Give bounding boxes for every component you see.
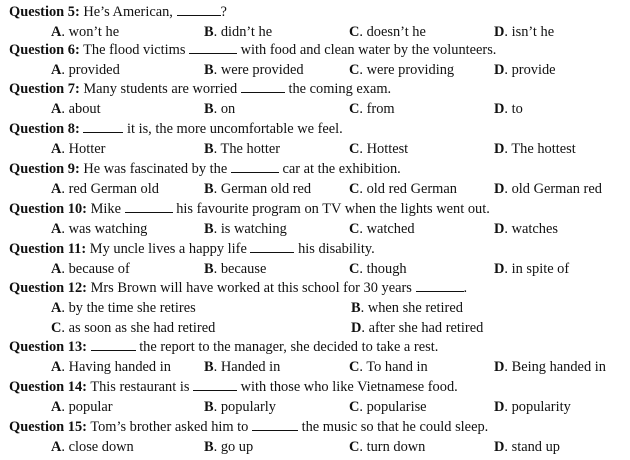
option-text: provide <box>511 61 556 78</box>
answer-option-c: C. old red German <box>349 180 457 197</box>
answer-option-c: C. Hottest <box>349 140 409 157</box>
answer-option-c: C. were providing <box>349 61 455 78</box>
question-stem <box>9 378 458 396</box>
option-letter: A <box>51 180 62 197</box>
option-text: popularly <box>220 398 276 415</box>
question-label: Question 6: <box>9 42 80 58</box>
answer-option-b: B. Handed in <box>204 358 281 375</box>
option-letter: D <box>494 260 505 277</box>
option-letter: D <box>494 398 505 415</box>
option-text: The hotter <box>220 140 281 157</box>
option-letter: D <box>351 319 362 336</box>
option-text: isn’t he <box>511 23 555 40</box>
option-text: watched <box>366 220 415 237</box>
answer-option-c: C. watched <box>349 220 415 237</box>
question-stem <box>9 160 401 178</box>
answer-option-b: B. go up <box>204 438 254 455</box>
question-label: Question 8: <box>9 121 80 137</box>
answer-option-a: A. because of <box>51 260 130 277</box>
option-letter: C <box>349 438 360 455</box>
answer-blank <box>250 240 294 253</box>
option-text: stand up <box>511 438 560 455</box>
answer-option-b: B. on <box>204 100 236 117</box>
question-text-before: This restaurant is <box>90 379 190 395</box>
question-label: Question 15: <box>9 419 87 435</box>
answer-option-a: A. Having handed in <box>51 358 171 375</box>
answer-option-b: B. didn’t he <box>204 23 273 40</box>
answer-option-a: A. popular <box>51 398 113 415</box>
answer-blank <box>416 279 464 292</box>
answer-option-b: B. popularly <box>204 398 276 415</box>
answer-option-d: D. Being handed in <box>494 358 606 375</box>
option-letter: C <box>349 140 360 157</box>
question-text-after: the music so that he could sleep. <box>301 419 489 435</box>
question-label: Question 5: <box>9 4 80 20</box>
answer-option-d: D. The hottest <box>494 140 576 157</box>
option-letter: B <box>204 180 214 197</box>
answer-option-b: B. The hotter <box>204 140 281 157</box>
answer-option-c: C. from <box>349 100 395 117</box>
option-text: is watching <box>220 220 287 237</box>
answer-option-d: D. after she had retired <box>351 319 484 336</box>
option-letter: C <box>349 220 360 237</box>
option-letter: A <box>51 23 62 40</box>
option-letter: B <box>204 61 214 78</box>
answer-blank <box>177 3 221 16</box>
question-stem <box>9 41 496 59</box>
option-letter: C <box>349 358 360 375</box>
option-letter: D <box>494 180 505 197</box>
answer-option-a: A. red German old <box>51 180 159 197</box>
answer-option-c: C. popularise <box>349 398 427 415</box>
option-text: from <box>366 100 395 117</box>
option-text: go up <box>220 438 254 455</box>
option-text: German old red <box>220 180 312 197</box>
question-stem <box>9 240 375 258</box>
option-text: though <box>366 260 407 277</box>
option-letter: A <box>51 260 62 277</box>
question-text-before: Many students are worried <box>83 81 238 97</box>
option-text: Having handed in <box>68 358 171 375</box>
option-text: on <box>220 100 236 117</box>
option-text: The hottest <box>511 140 576 157</box>
option-letter: B <box>204 140 214 157</box>
option-letter: C <box>349 180 360 197</box>
option-text: popularise <box>366 398 427 415</box>
question-text-after: car at the exhibition. <box>282 161 401 177</box>
question-stem <box>9 200 490 218</box>
answer-option-a: A. was watching <box>51 220 148 237</box>
answer-option-d: D. provide <box>494 61 556 78</box>
question-label: Question 9: <box>9 161 80 177</box>
question-text-after: with those who like Vietnamese food. <box>240 379 458 395</box>
option-text: won’t he <box>68 23 120 40</box>
option-text: because <box>220 260 267 277</box>
question-text-after: with food and clean water by the volunteers. <box>240 42 497 58</box>
question-text-after: the coming exam. <box>288 81 392 97</box>
option-text: old German red <box>511 180 602 197</box>
answer-option-a: A. Hotter <box>51 140 106 157</box>
answer-option-a: A. about <box>51 100 101 117</box>
question-stem <box>9 338 438 356</box>
option-letter: D <box>494 61 505 78</box>
answer-option-c: C. as soon as she had retired <box>51 319 216 336</box>
option-text: popularity <box>511 398 571 415</box>
option-letter: B <box>204 220 214 237</box>
answer-option-b: B. German old red <box>204 180 312 197</box>
option-text: as soon as she had retired <box>68 319 216 336</box>
option-text: was watching <box>68 220 148 237</box>
question-label: Question 7: <box>9 81 80 97</box>
answer-option-b: B. when she retired <box>351 299 463 316</box>
answer-option-d: D. isn’t he <box>494 23 555 40</box>
question-stem <box>9 80 391 98</box>
option-text: doesn’t he <box>366 23 426 40</box>
option-text: when she retired <box>367 299 463 316</box>
option-letter: B <box>204 100 214 117</box>
answer-option-a: A. provided <box>51 61 120 78</box>
option-letter: A <box>51 438 62 455</box>
question-text-before: He was fascinated by the <box>83 161 228 177</box>
option-text: red German old <box>68 180 159 197</box>
option-letter: A <box>51 100 62 117</box>
answer-blank <box>241 80 285 93</box>
option-letter: C <box>349 61 360 78</box>
option-letter: B <box>204 398 214 415</box>
option-text: Hotter <box>68 140 106 157</box>
option-letter: A <box>51 299 62 316</box>
option-text: by the time she retires <box>68 299 196 316</box>
option-letter: D <box>494 220 505 237</box>
option-text: old red German <box>366 180 457 197</box>
question-text-after: . <box>463 280 468 296</box>
answer-option-d: D. in spite of <box>494 260 570 277</box>
option-letter: D <box>494 358 505 375</box>
option-letter: B <box>204 438 214 455</box>
question-label: Question 10: <box>9 201 87 217</box>
option-letter: C <box>349 398 360 415</box>
answer-option-c: C. turn down <box>349 438 426 455</box>
question-label: Question 12: <box>9 280 87 296</box>
option-text: To hand in <box>366 358 428 375</box>
option-text: didn’t he <box>220 23 273 40</box>
answer-option-c: C. To hand in <box>349 358 428 375</box>
answer-option-b: B. is watching <box>204 220 287 237</box>
answer-option-b: B. were provided <box>204 61 304 78</box>
option-text: popular <box>68 398 113 415</box>
answer-option-d: D. watches <box>494 220 558 237</box>
question-text-after: his favourite program on TV when the lights went out. <box>176 201 490 217</box>
question-text-before: He’s American, <box>83 4 173 20</box>
option-letter: C <box>51 319 62 336</box>
question-stem <box>9 418 488 436</box>
option-letter: D <box>494 438 505 455</box>
answer-blank <box>91 338 136 351</box>
option-text: to <box>511 100 523 117</box>
question-text-before: The flood victims <box>83 42 186 58</box>
answer-option-d: D. to <box>494 100 523 117</box>
answer-blank <box>231 160 279 173</box>
option-letter: A <box>51 220 62 237</box>
answer-option-d: D. stand up <box>494 438 560 455</box>
option-text: Being handed in <box>511 358 606 375</box>
option-letter: B <box>204 260 214 277</box>
answer-blank <box>189 41 237 54</box>
option-text: were provided <box>220 61 304 78</box>
answer-blank <box>83 120 123 133</box>
option-text: close down <box>68 438 134 455</box>
option-text: watches <box>511 220 558 237</box>
answer-blank <box>125 200 173 213</box>
answer-option-a: A. close down <box>51 438 134 455</box>
option-letter: B <box>204 23 214 40</box>
question-label: Question 14: <box>9 379 87 395</box>
option-letter: A <box>51 398 62 415</box>
question-text-after: ? <box>220 4 227 20</box>
option-letter: A <box>51 61 62 78</box>
answer-blank <box>252 418 298 431</box>
question-label: Question 13: <box>9 339 87 355</box>
option-text: because of <box>68 260 130 277</box>
option-text: provided <box>68 61 120 78</box>
question-text-after: his disability. <box>298 241 375 257</box>
option-letter: D <box>494 140 505 157</box>
option-text: after she had retired <box>368 319 484 336</box>
answer-option-a: A. won’t he <box>51 23 120 40</box>
answer-option-c: C. doesn’t he <box>349 23 426 40</box>
question-text-before: Mrs Brown will have worked at this school for 30 years <box>90 280 412 296</box>
question-label: Question 11: <box>9 241 87 257</box>
question-stem <box>9 120 343 138</box>
answer-option-d: D. popularity <box>494 398 571 415</box>
question-text-after: the report to the manager, she decided to take a rest. <box>139 339 439 355</box>
option-letter: A <box>51 140 62 157</box>
question-text-after: it is, the more uncomfortable we feel. <box>126 121 343 137</box>
answer-option-a: A. by the time she retires <box>51 299 196 316</box>
option-letter: A <box>51 358 62 375</box>
option-letter: C <box>349 100 360 117</box>
option-letter: B <box>204 358 214 375</box>
question-stem <box>9 279 467 297</box>
question-stem <box>9 3 227 21</box>
answer-option-b: B. because <box>204 260 267 277</box>
option-letter: C <box>349 260 360 277</box>
option-text: turn down <box>366 438 426 455</box>
question-text-before: Tom’s brother asked him to <box>90 419 249 435</box>
option-letter: C <box>349 23 360 40</box>
option-letter: D <box>494 23 505 40</box>
option-text: about <box>68 100 101 117</box>
option-letter: B <box>351 299 361 316</box>
answer-option-d: D. old German red <box>494 180 602 197</box>
option-text: Hottest <box>366 140 409 157</box>
question-text-before: My uncle lives a happy life <box>89 241 247 257</box>
answer-option-c: C. though <box>349 260 407 277</box>
option-text: Handed in <box>220 358 281 375</box>
option-text: were providing <box>366 61 455 78</box>
answer-blank <box>193 378 237 391</box>
question-text-before: Mike <box>90 201 121 217</box>
option-letter: D <box>494 100 505 117</box>
option-text: in spite of <box>511 260 570 277</box>
